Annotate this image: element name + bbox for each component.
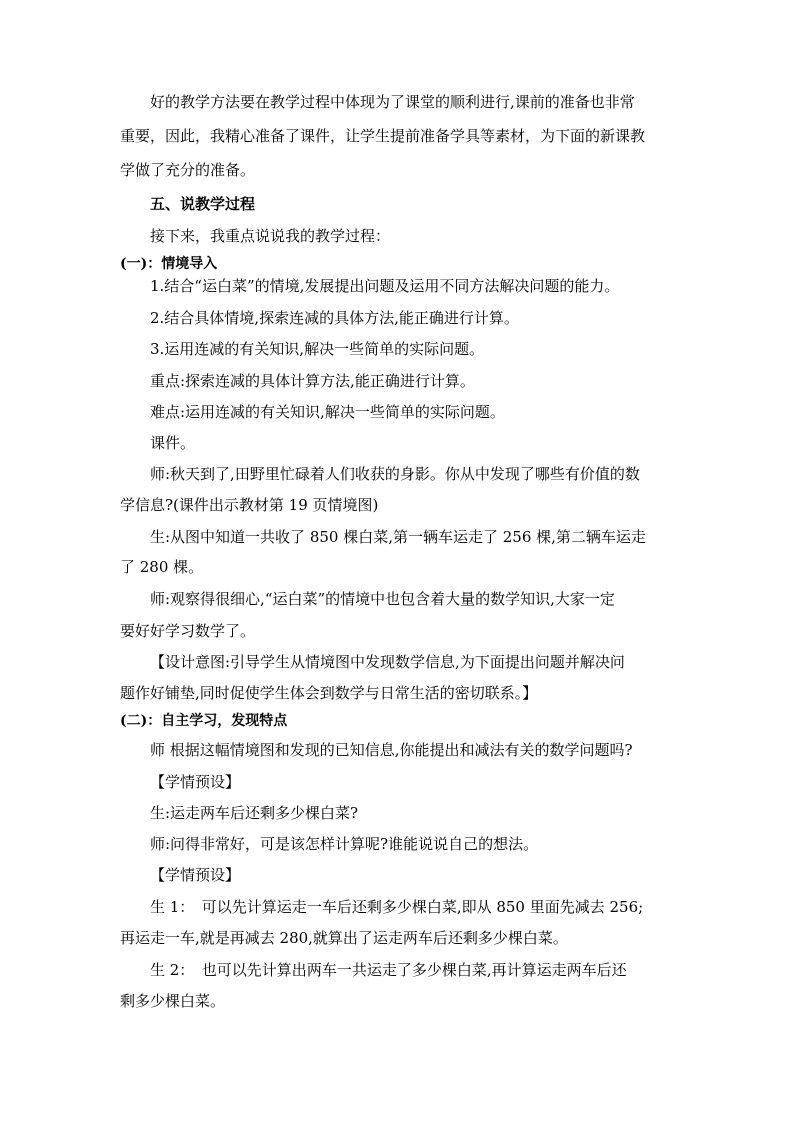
paragraph-line: 重要，因此，我精心准备了课件，让学生提前准备学具等素材，为下面的新课教 [120,127,646,145]
paragraph-line: 生:运走两车后还剩多少棵白菜? [150,804,359,822]
paragraph-line: 重点:探索连减的具体计算方法,能正确进行计算。 [150,372,475,390]
paragraph-line: 【学情预设】 [150,773,241,791]
paragraph-line: 接下来，我重点说说我的教学过程： [150,227,391,245]
list-item: 1.结合“运白菜”的情境,发展提出问题及运用不同方法解决问题的能力。 [150,277,620,295]
paragraph-line: 【学情预设】 [150,866,241,884]
paragraph-line: 要好好学习数学了。 [120,622,256,640]
paragraph-line: 再运走一车,就是再减去 280,就算出了运走两车后还剩多少棵白菜。 [120,929,568,947]
list-item: 3.运用连减的有关知识,解决一些简单的实际问题。 [150,340,485,358]
paragraph-line: 师:观察得很细心,“运白菜”的情境中也包含着大量的数学知识,大家一定 [150,590,615,608]
paragraph-line: 【设计意图:引导学生从情境图中发现数学信息,为下面提出问题并解决问 [150,653,625,671]
subsection-heading: (二)：自主学习，发现特点 [120,713,288,729]
paragraph-line: 难点:运用连减的有关知识,解决一些简单的实际问题。 [150,403,505,421]
paragraph-line: 师 根据这幅情境图和发现的已知信息,你能提出和减法有关的数学问题吗? [150,741,633,759]
subsection-heading: (一)：情境导入 [120,256,218,272]
paragraph-line: 了 280 棵。 [120,558,204,576]
paragraph-line: 题作好铺垫,同时促使学生体会到数学与日常生活的密切联系。】 [120,684,538,702]
paragraph-line: 剩多少棵白菜。 [120,992,226,1010]
paragraph-line: 学做了充分的准备。 [120,161,256,179]
paragraph-line: 学信息?(课件出示教材第 19 页情境图) [120,496,379,514]
paragraph-line: 生:从图中知道一共收了 850 棵白菜,第一辆车运走了 256 棵,第二辆车运走 [150,528,646,546]
paragraph-line: 生 1： 可以先计算运走一车后还剩多少棵白菜,即从 850 里面先减去 256; [150,898,644,916]
paragraph-line: 生 2： 也可以先计算出两车一共运走了多少棵白菜,再计算运走两车后还 [150,961,627,979]
paragraph-line: 师:秋天到了,田野里忙碌着人们收获的身影。你从中发现了哪些有价值的数 [150,465,640,483]
paragraph-line: 好的教学方法要在教学过程中体现为了课堂的顺利进行,课前的准备也非常 [150,93,635,111]
paragraph-line: 课件。 [150,434,196,452]
section-heading: 五、说教学过程 [150,195,256,213]
paragraph-line: 师:问得非常好，可是该怎样计算呢?谁能说说自己的想法。 [150,835,539,853]
list-item: 2.结合具体情境,探索连减的具体方法,能正确进行计算。 [150,309,519,327]
